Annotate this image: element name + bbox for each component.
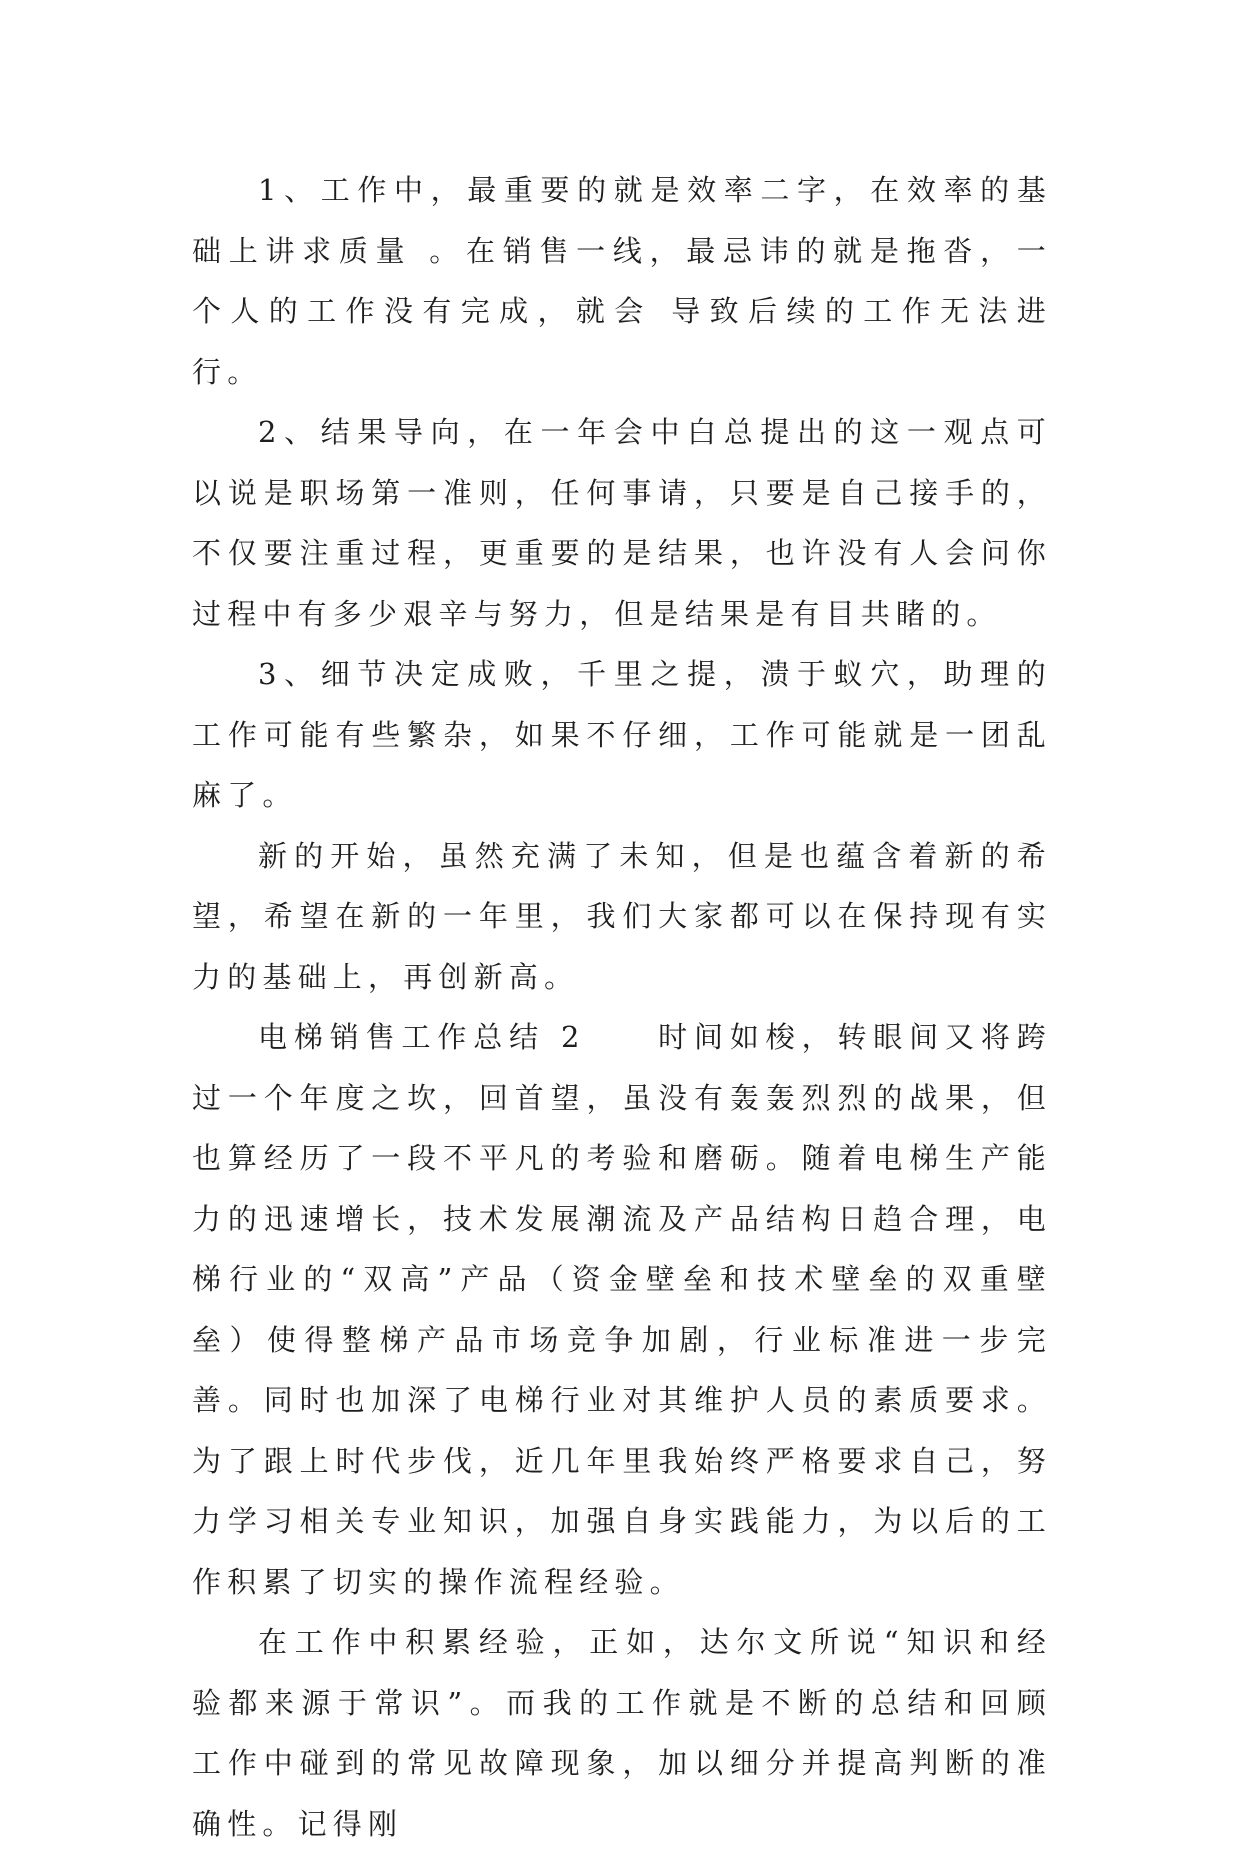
- paragraph-new-beginning: 新的开始，虽然充满了未知，但是也蕴含着新的希望，希望在新的一年里，我们大家都可以在保持现有实力的基础上，再创新高。: [192, 838, 1052, 994]
- document-body: [192, 160, 1052, 1854]
- paragraph-efficiency: 1、工作中，最重要的就是效率二字，在效率的基础上讲求质量 。在销售一线，最忌讳的就是拖沓，一个人的工作没有完成，就会 导致后续的工作无法进行。: [192, 173, 1052, 389]
- paragraph-experience: 在工作中积累经验，正如，达尔文所说“知识和经验都来源于常识”。而我的工作就是不断的总结和回顾工作中碰到的常见故障现象，加以细分并提高判断的准确性。记得刚: [192, 1625, 1052, 1841]
- paragraph-summary-2: 电梯销售工作总结 2 时间如梭，转眼间又将跨过一个年度之坎，回首望，虽没有轰轰烈烈的战果，但也算经历了一段不平凡的考验和磨砺。随着电梯生产能力的迅速增长，技术发展潮流及产品结构日趋合理，电梯行业的“双高”产品（资金壁垒和技术壁垒的双重壁垒）使得整梯产品市场竞争加剧，行业标准进一步完善。同时也加深了电梯行业对其维护人员的素质要求。为了跟上时代步伐，近几年里我始终严格要求自己，努力学习相关专业知识，加强自身实践能力，为以后的工作积累了切实的操作流程经验。: [192, 1020, 1052, 1599]
- paragraph-result-oriented: 2、结果导向，在一年会中白总提出的这一观点可以说是职场第一准则，任何事请，只要是自己接手的，不仅要注重过程，更重要的是结果，也许没有人会问你过程中有多少艰辛与努力，但是结果是有目共睹的。: [192, 415, 1052, 631]
- paragraph-details: 3、细节决定成败，千里之提，溃于蚁穴，助理的工作可能有些繁杂，如果不仔细，工作可能就是一团乱麻了。: [192, 657, 1052, 812]
